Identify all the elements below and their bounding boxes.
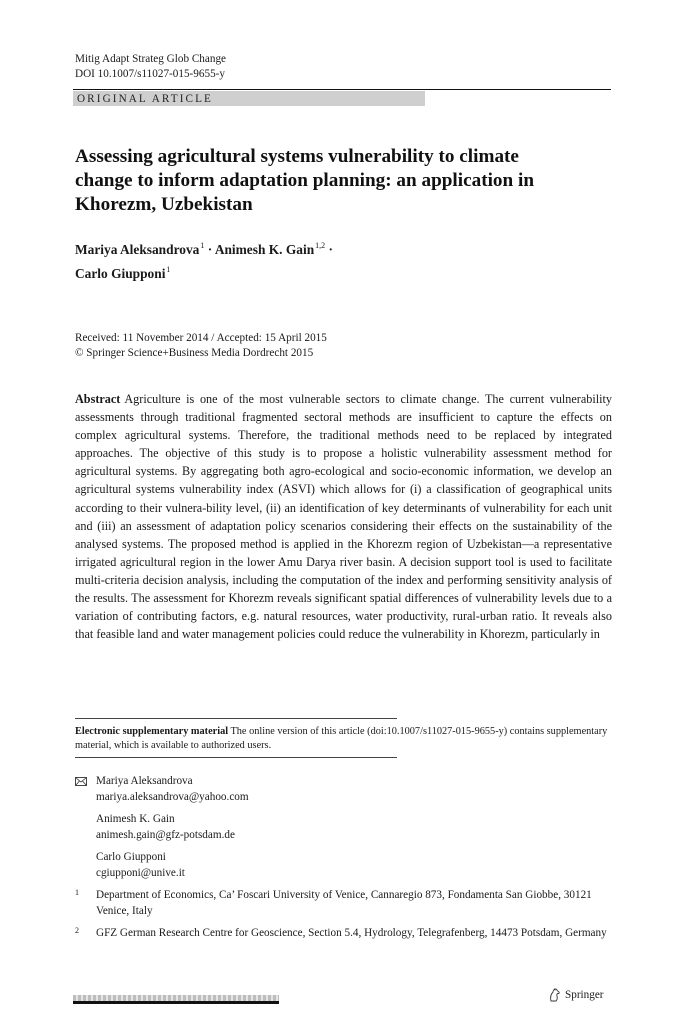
copyright-notice: © Springer Science+Business Media Dordrecht 2015 <box>75 347 314 359</box>
contact-email[interactable]: cgiupponi@unive.it <box>96 866 185 879</box>
contact-entry <box>75 850 615 881</box>
abstract-text: Agriculture is one of the most vulnerable sectors to climate change. The current vulnerability assessments through traditional fragmented sectoral methods are insufficient to capture the effects on complex agricultural systems. Therefore, the traditional methods need to be replaced by integrated approaches. The objective of this study is to propose a holistic vulnerability assessment method for agricultural systems. By aggregating both agro-ecological and socio-economic information, we develop an agricultural systems vulnerability index (ASVI) which allows for (i) a classification of geographical units according to their vulnera-bility level, (ii) an identification of key determinants of vulnerability for each unit and (iii) an assessment of adaptation policy scenarios considering their effects on the sustainability of the analysed systems. The proposed method is applied in the Khorezm region of Uzbekistan—a representative irrigated agricultural region in the lower Amu Darya river basin. A decision support tool is used to facilitate multi-criteria decision analysis, including the computation of the index and performing sensitivity analysis of the results. The assessment for Khorezm reveals significant spatial differences of vulnerability levels due to a variation of contributing factors, e.g. natural resources, water productivity, rural-urban ratio. It reveals also that feasible land and water management policies could reduce the vulnerability in Khorezm, particularly in <box>75 392 612 642</box>
journal-header <box>75 52 226 82</box>
contact-name: Mariya Aleksandrova <box>96 775 193 787</box>
contact-email[interactable]: mariya.aleksandrova@yahoo.com <box>96 790 249 803</box>
affiliation-number: 2 <box>75 926 79 935</box>
abstract-label: Abstract <box>75 392 121 406</box>
author-separator: · <box>207 242 213 257</box>
esm-bottom-rule <box>75 757 397 758</box>
affiliation-text: GFZ German Research Centre for Geoscience, Section 5.4, Hydrology, Telegrafenberg, 14473 Potsdam, Germany <box>96 927 607 939</box>
affiliation-number: 1 <box>75 888 79 897</box>
author-affiliation-mark: 1 <box>200 241 205 250</box>
article-type-label: ORIGINAL ARTICLE <box>77 92 213 105</box>
esm-top-rule <box>75 718 397 719</box>
contact-name: Carlo Giupponi <box>96 851 166 863</box>
esm-text: The online version of this article (doi:10.1007/s11027-015-9655-y) contains supplementary material, which is available to authorized users. <box>75 726 608 751</box>
contact-entry <box>75 812 615 843</box>
supplementary-material-note <box>75 725 612 753</box>
esm-label: Electronic supplementary material <box>75 726 229 737</box>
article-title: Assessing agricultural systems vulnerability to climate change to inform adaptation planning: an application in Khorezm, Uzbekistan <box>75 146 534 215</box>
springer-horse-icon <box>548 988 561 1002</box>
affiliation-text: Department of Economics, Ca’ Foscari University of Venice, Cannaregio 873, Fondamenta San Giobbe, 30121 Venice, Italy <box>96 889 592 917</box>
correspondence-block <box>75 774 615 949</box>
received-accepted-date: Received: 11 November 2014 / Accepted: 15 April 2015 <box>75 332 327 344</box>
author-separator: · <box>328 242 333 257</box>
author-name: Mariya Aleksandrova <box>75 242 200 257</box>
author-name: Carlo Giupponi <box>75 266 166 281</box>
contact-email[interactable]: animesh.gain@gfz-potsdam.de <box>96 828 235 841</box>
affiliation-entry <box>75 926 615 942</box>
abstract <box>75 390 612 643</box>
publisher-name: Springer <box>565 989 604 1001</box>
envelope-icon <box>75 777 87 786</box>
author-affiliation-mark: 1,2 <box>315 241 326 250</box>
contact-name: Animesh K. Gain <box>96 813 175 825</box>
affiliation-entry <box>75 888 615 919</box>
journal-name: Mitig Adapt Strateg Glob Change <box>75 53 227 65</box>
footer-rule <box>73 1001 279 1004</box>
article-doi: DOI 10.1007/s11027-015-9655-y <box>75 68 225 80</box>
author-name: Animesh K. Gain <box>214 242 315 257</box>
author-affiliation-mark: 1 <box>166 265 171 274</box>
publisher-logo <box>548 988 604 1002</box>
contact-entry <box>75 774 615 805</box>
article-dates <box>75 331 327 361</box>
author-list <box>75 236 575 284</box>
